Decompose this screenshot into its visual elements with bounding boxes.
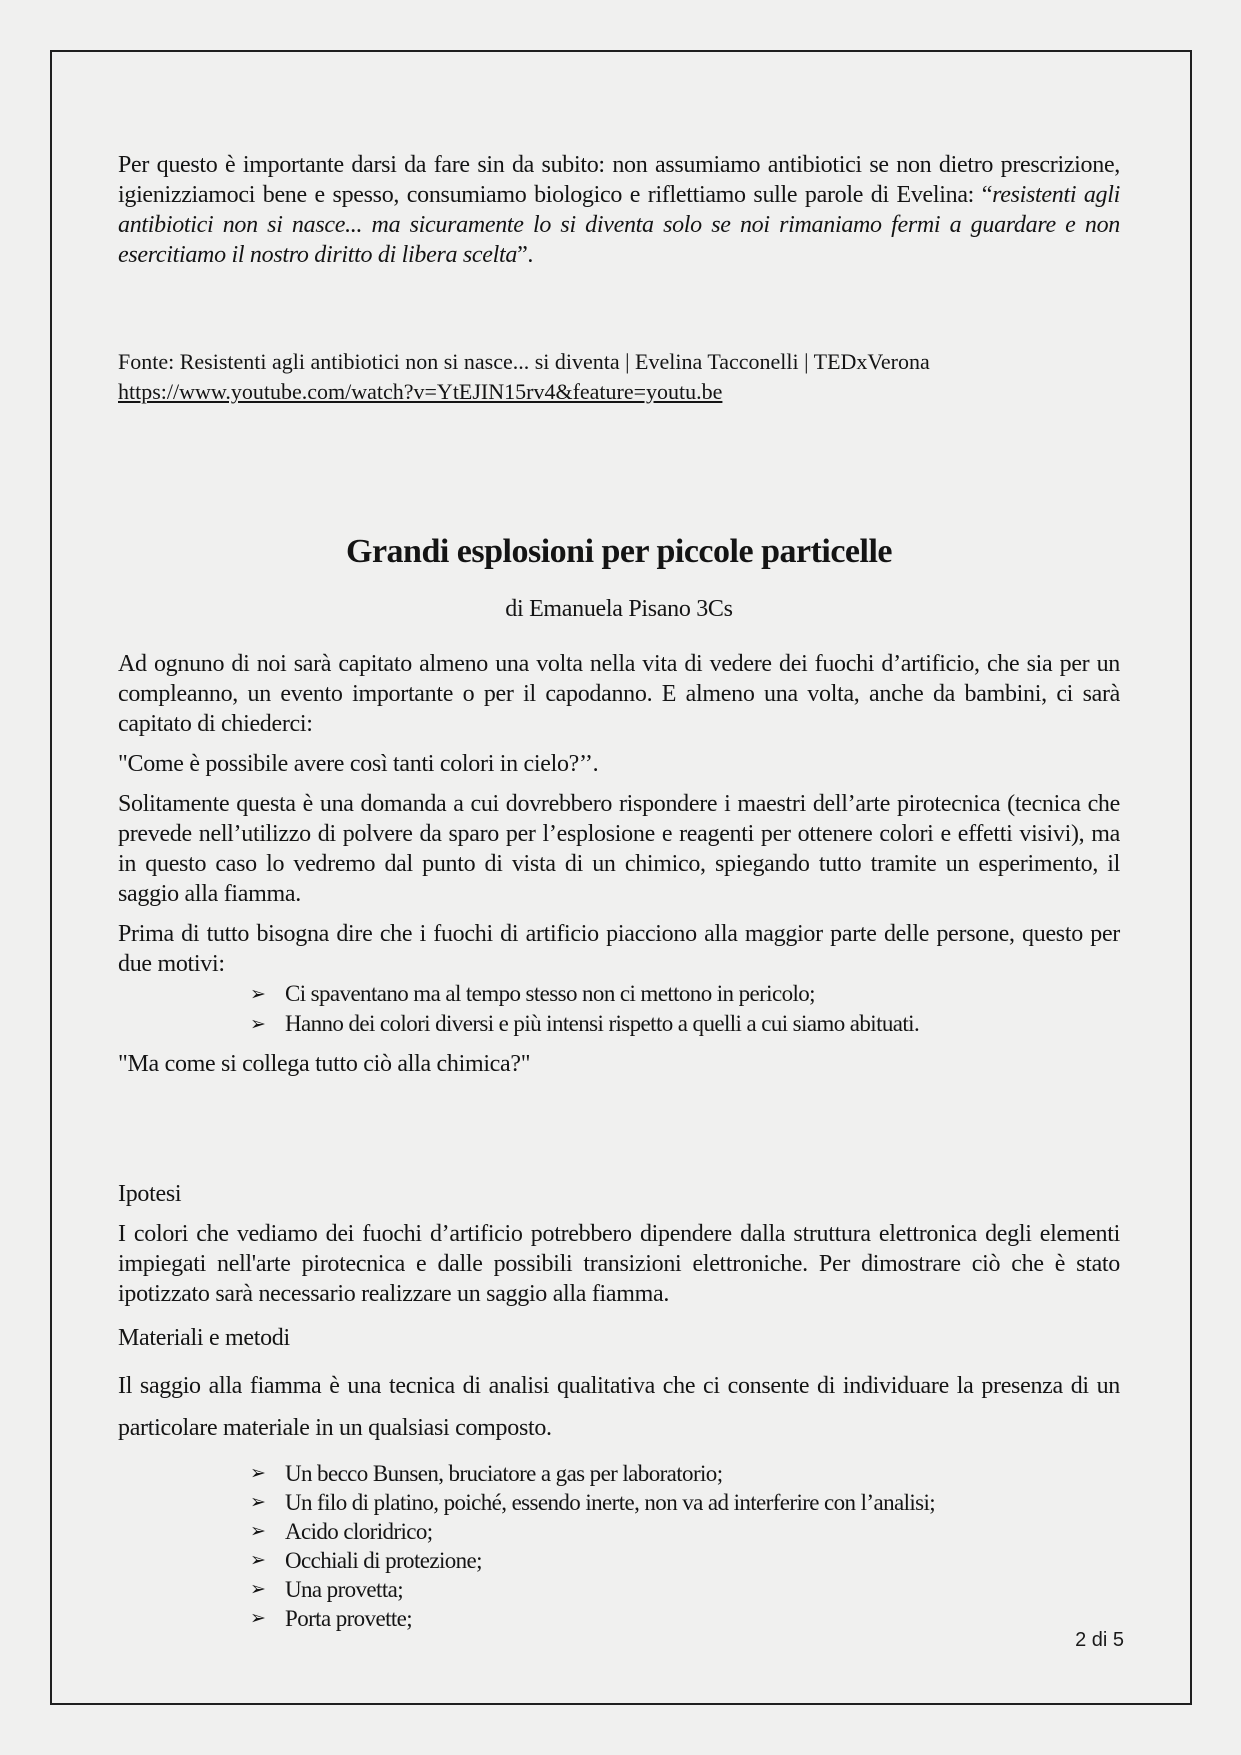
arrow-bullet-icon: ➢ [250, 1491, 266, 1513]
list-item-text: Una provetta; [285, 1577, 404, 1602]
paragraph-antibiotici [118, 150, 1120, 270]
list-item [118, 1009, 1120, 1039]
page-number: 2 di 5 [1075, 1629, 1124, 1651]
materiali-list [118, 1459, 1120, 1633]
document-body [118, 150, 1120, 1633]
quote-chimica: "Ma come si collega tutto ciò alla chimica?" [118, 1051, 531, 1077]
list-item-text: Un filo di platino, poiché, essendo inerte, non va ad interferire con l’analisi; [285, 1490, 936, 1515]
list-item [118, 1575, 1120, 1604]
quote-cielo: "Come è possibile avere così tanti colori in cielo?’’. [118, 751, 599, 777]
list-item-text: Porta provette; [285, 1606, 413, 1631]
list-item-text: Hanno dei colori diversi e più intensi rispetto a quelli a cui siamo abituati. [285, 1011, 920, 1036]
arrow-bullet-icon: ➢ [250, 983, 266, 1005]
paragraph-antibiotici-closing: ”. [517, 242, 534, 268]
paragraph-prima: Prima di tutto bisogna dire che i fuochi di artificio piacciono alla maggior parte delle persone, questo per due motivi: [118, 921, 1120, 977]
list-item [118, 1604, 1120, 1633]
paragraph-ipotesi: I colori che vediamo dei fuochi d’artificio potrebbero dipendere dalla struttura elettronica degli elementi impiegati nell'arte pirotecnica e dalle possibili transizioni elettroniche. Per dimostrare ciò che è stato ipotizzato sarà necessario realizzare un saggio alla fiamma. [118, 1221, 1120, 1307]
list-item-text: Acido cloridrico; [285, 1519, 433, 1544]
arrow-bullet-icon: ➢ [250, 1013, 266, 1035]
source-url-link[interactable]: https://www.youtube.com/watch?v=YtEJIN15rv4&feature=youtu.be [118, 379, 723, 404]
arrow-bullet-icon: ➢ [250, 1549, 266, 1571]
paragraph-solitamente: Solitamente questa è una domanda a cui dovrebbero rispondere i maestri dell’arte pirotecnica (tecnica che prevede nell’utilizzo di polvere da sparo per l’esplosione e reagenti per ottenere colori e effetti visivi), ma in questo caso lo vedremo dal punto di vista di un chimico, spiegando tutto tramite un esperimento, il saggio alla fiamma. [118, 791, 1120, 907]
list-item-text: Ci spaventano ma al tempo stesso non ci mettono in pericolo; [285, 981, 815, 1006]
arrow-bullet-icon: ➢ [250, 1520, 266, 1542]
arrow-bullet-icon: ➢ [250, 1578, 266, 1600]
document-title: Grandi esplosioni per piccole particelle [346, 533, 892, 570]
list-item [118, 1517, 1120, 1546]
paragraph-intro: Ad ognuno di noi sarà capitato almeno una volta nella vita di vedere dei fuochi d’artificio, che sia per un compleanno, un evento importante o per il capodanno. E almeno una volta, anche da bambini, ci sarà capitato di chiederci: [118, 651, 1120, 737]
list-item [118, 979, 1120, 1009]
list-item [118, 1546, 1120, 1575]
heading-materiali: Materiali e metodi [118, 1325, 290, 1351]
list-item [118, 1488, 1120, 1517]
arrow-bullet-icon: ➢ [250, 1462, 266, 1484]
arrow-bullet-icon: ➢ [250, 1607, 266, 1629]
motivi-list [118, 979, 1120, 1039]
heading-ipotesi: Ipotesi [118, 1181, 182, 1207]
paragraph-antibiotici-normal: Per questo è importante darsi da fare sin da subito: non assumiamo antibiotici se non dietro prescrizione, igienizziamoci bene e spesso, consumiamo biologico e riflettiamo sulle parole di Evelina: “ [118, 152, 1120, 208]
list-item-text: Un becco Bunsen, bruciatore a gas per laboratorio; [285, 1461, 723, 1486]
list-item [118, 1459, 1120, 1488]
byline: di Emanuela Pisano 3Cs [505, 596, 733, 622]
list-item-text: Occhiali di protezione; [285, 1548, 482, 1573]
source-citation [118, 347, 1120, 407]
paragraph-antibiotici-quote-italic: resistenti agli antibiotici non si nasce... ma sicuramente lo si diventa solo se noi rimaniamo fermi a guardare e non esercitiamo il nostro diritto di libera scelta [118, 182, 1120, 268]
source-label: Fonte: Resistenti agli antibiotici non si nasce... si diventa | Evelina Tacconelli | TEDxVerona [118, 349, 930, 374]
paragraph-saggio: Il saggio alla fiamma è una tecnica di analisi qualitativa che ci consente di individuare la presenza di un particolare materiale in un qualsiasi composto. [118, 1373, 1120, 1441]
